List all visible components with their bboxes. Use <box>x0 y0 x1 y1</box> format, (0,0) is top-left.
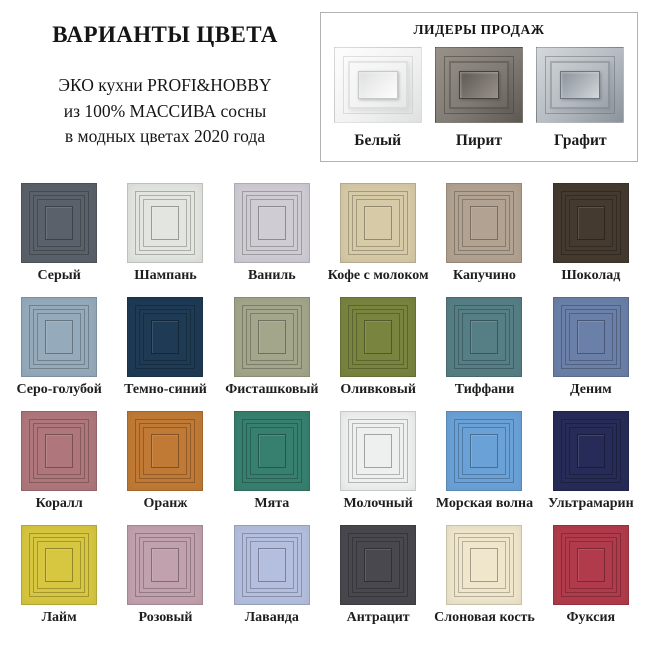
color-swatch <box>127 411 203 491</box>
swatch-center-panel <box>364 434 392 468</box>
leader-swatch-cell <box>334 47 422 150</box>
color-label: Кофе с молоком <box>327 268 429 283</box>
color-label: Фуксия <box>566 610 616 625</box>
color-label: Оранж <box>143 496 188 511</box>
swatch-center-panel <box>470 434 498 468</box>
swatch-center-panel <box>258 548 286 582</box>
swatch-center-panel <box>45 320 73 354</box>
color-grid <box>0 183 650 626</box>
leader-color-label: Графит <box>554 132 607 149</box>
color-swatch-cell <box>234 525 310 626</box>
swatch-center-panel <box>151 206 179 240</box>
best-sellers-title: ЛИДЕРЫ ПРОДАЖ <box>413 22 545 37</box>
cabinet-door-photo <box>334 47 422 123</box>
swatch-center-panel <box>470 548 498 582</box>
swatch-center-panel <box>45 206 73 240</box>
color-swatch-cell <box>328 183 429 284</box>
color-swatch <box>127 183 203 263</box>
color-swatch <box>340 525 416 605</box>
color-label: Шампань <box>134 268 197 283</box>
subtitle-line-2: из 100% МАССИВА сосны <box>63 100 267 121</box>
color-swatch-cell <box>436 411 533 512</box>
color-swatch-cell <box>21 183 97 284</box>
color-swatch <box>446 183 522 263</box>
color-swatch-cell <box>234 183 310 284</box>
color-swatch <box>21 525 97 605</box>
color-label: Оливковый <box>340 382 416 397</box>
color-swatch-cell <box>21 411 97 512</box>
swatch-center-panel <box>258 320 286 354</box>
color-swatch <box>234 183 310 263</box>
door-center-panel <box>459 71 499 99</box>
color-swatch-cell <box>340 411 416 512</box>
color-swatch <box>234 297 310 377</box>
swatch-center-panel <box>151 434 179 468</box>
color-label: Шоколад <box>561 268 621 283</box>
swatch-center-panel <box>364 206 392 240</box>
swatch-center-panel <box>577 548 605 582</box>
color-swatch <box>446 525 522 605</box>
color-swatch-cell <box>127 183 203 284</box>
swatch-center-panel <box>470 206 498 240</box>
header <box>0 0 650 172</box>
color-swatch <box>553 411 629 491</box>
color-swatch-cell <box>446 183 522 284</box>
best-sellers-panel <box>320 12 638 162</box>
subtitle-line-1: ЭКО кухни PROFI&HOBBY <box>58 75 272 95</box>
cabinet-door-photo <box>435 47 523 123</box>
color-swatch-cell <box>553 183 629 284</box>
color-swatch-cell <box>434 525 535 626</box>
color-label: Деним <box>569 382 612 397</box>
color-label: Слоновая кость <box>434 610 535 625</box>
swatch-center-panel <box>45 548 73 582</box>
title-block <box>14 12 316 172</box>
color-swatch-cell <box>446 297 522 398</box>
swatch-center-panel <box>364 320 392 354</box>
swatch-center-panel <box>470 320 498 354</box>
door-center-panel <box>560 71 600 99</box>
color-swatch-cell <box>548 411 634 512</box>
color-label: Серо-голубой <box>16 382 102 397</box>
color-swatch <box>553 525 629 605</box>
color-swatch <box>553 183 629 263</box>
leader-color-label: Пирит <box>455 132 503 149</box>
color-label: Лаванда <box>244 610 299 625</box>
color-label: Серый <box>37 268 81 283</box>
color-swatch-cell <box>553 297 629 398</box>
color-swatch <box>446 297 522 377</box>
swatch-center-panel <box>577 320 605 354</box>
color-label: Темно-синий <box>124 382 207 397</box>
color-swatch <box>340 411 416 491</box>
swatch-center-panel <box>577 206 605 240</box>
best-sellers-row <box>327 47 631 150</box>
color-swatch-cell <box>234 411 310 512</box>
color-label: Ваниль <box>247 268 296 283</box>
color-swatch <box>234 411 310 491</box>
color-label: Розовый <box>138 610 193 625</box>
leader-color-label: Белый <box>354 132 402 149</box>
swatch-center-panel <box>258 206 286 240</box>
color-swatch-cell <box>124 297 207 398</box>
color-swatch-cell <box>127 525 203 626</box>
color-label: Морская волна <box>435 496 534 511</box>
color-label: Антрацит <box>346 610 410 625</box>
swatch-center-panel <box>364 548 392 582</box>
color-swatch <box>340 297 416 377</box>
color-swatch-cell <box>127 411 203 512</box>
page-title: ВАРИАНТЫ ЦВЕТА <box>52 22 278 47</box>
swatch-center-panel <box>45 434 73 468</box>
color-label: Лайм <box>41 610 77 625</box>
color-label: Коралл <box>35 496 83 511</box>
color-swatch <box>446 411 522 491</box>
cabinet-door-photo <box>536 47 624 123</box>
swatch-center-panel <box>258 434 286 468</box>
color-swatch-cell <box>340 525 416 626</box>
color-label: Молочный <box>343 496 413 511</box>
swatch-center-panel <box>577 434 605 468</box>
color-swatch <box>127 525 203 605</box>
color-swatch-cell <box>17 297 102 398</box>
leader-swatch-cell <box>536 47 624 150</box>
color-swatch <box>340 183 416 263</box>
subtitle-line-3: в модных цветах 2020 года <box>64 126 266 146</box>
color-label: Ультрамарин <box>548 496 634 511</box>
door-center-panel <box>358 71 398 99</box>
color-swatch <box>234 525 310 605</box>
color-swatch <box>21 297 97 377</box>
color-swatch-cell <box>553 525 629 626</box>
color-swatch-cell <box>21 525 97 626</box>
color-swatch <box>21 411 97 491</box>
swatch-center-panel <box>151 548 179 582</box>
color-label: Фисташковый <box>225 382 319 397</box>
swatch-center-panel <box>151 320 179 354</box>
color-swatch-cell <box>225 297 318 398</box>
color-swatch <box>553 297 629 377</box>
color-label: Капучино <box>453 268 516 283</box>
color-swatch <box>127 297 203 377</box>
color-swatch-cell <box>340 297 416 398</box>
leader-swatch-cell <box>435 47 523 150</box>
color-label: Мята <box>254 496 290 511</box>
color-swatch <box>21 183 97 263</box>
color-label: Тиффани <box>454 382 515 397</box>
